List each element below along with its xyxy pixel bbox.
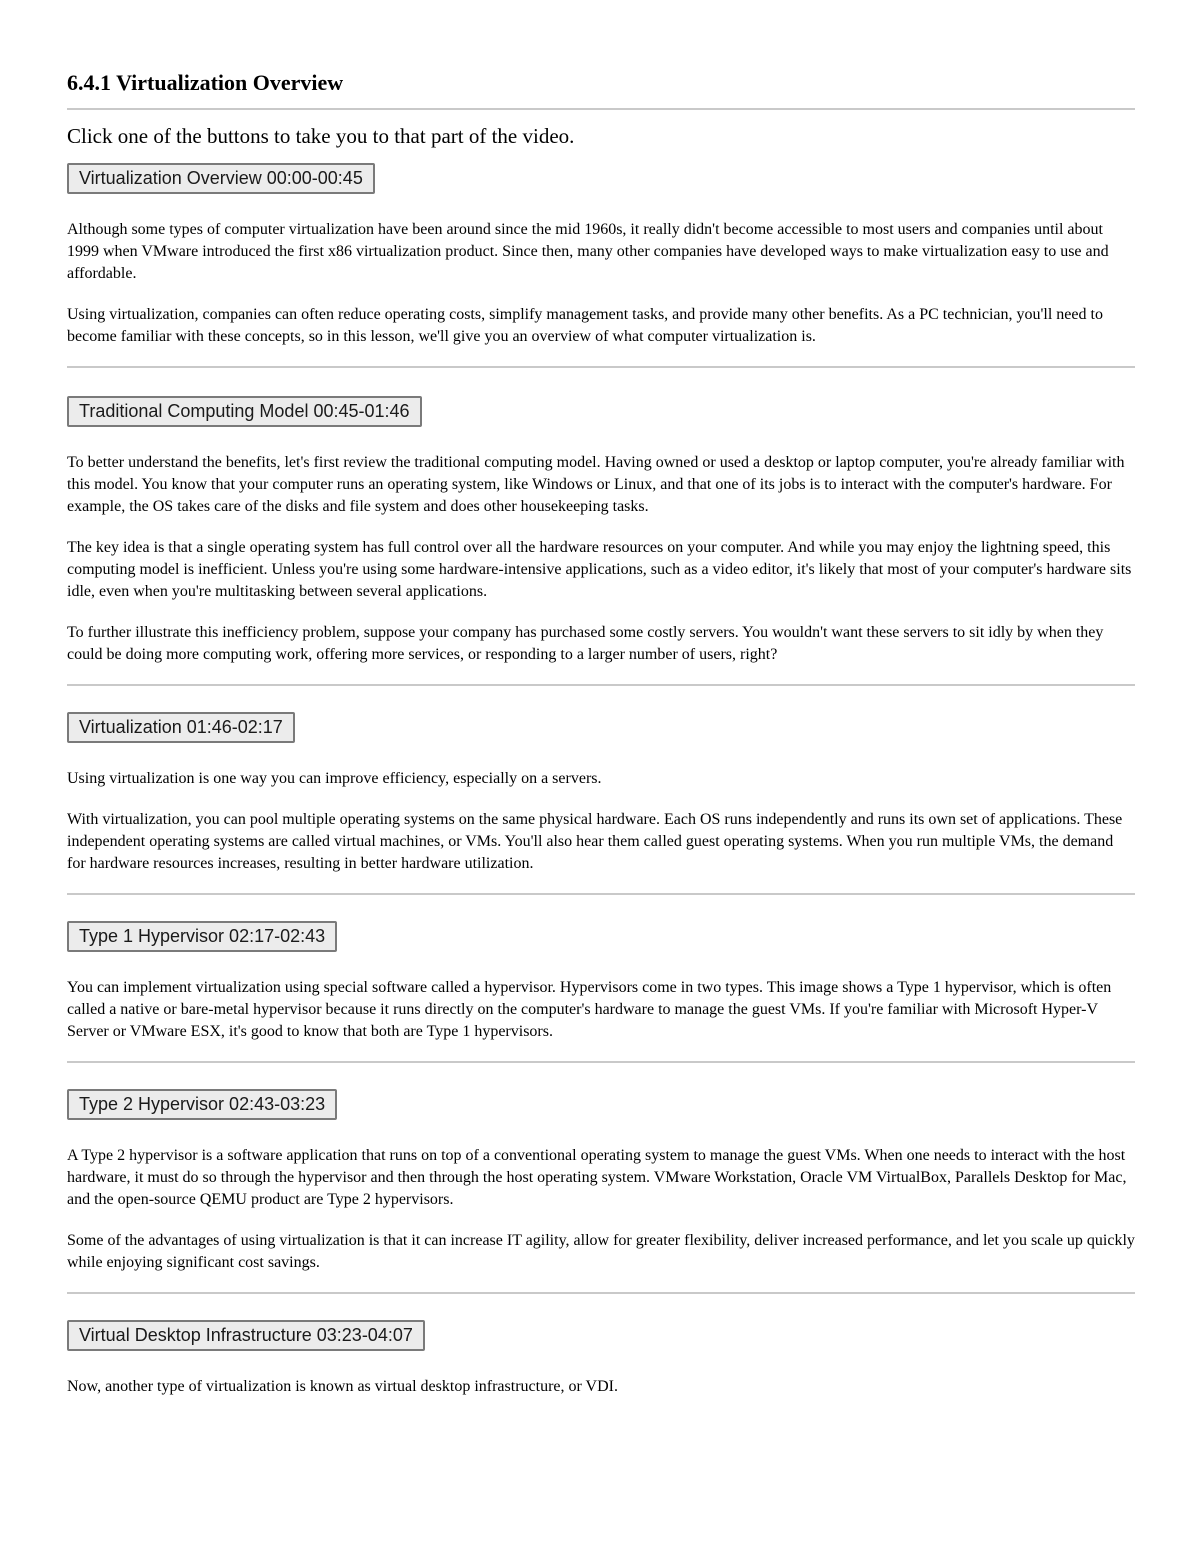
section-divider <box>67 366 1135 368</box>
section-paragraph: A Type 2 hypervisor is a software application that runs on top of a conventional operating system to manage the guest VMs. When one needs to interact with the host hardware, it must do so through the hypervisor and then through the host operating system. VMware Workstation, Oracle VM VirtualBox, Parallels Desktop for Mac, and the open-source QEMU product are Type 2 hypervisors. <box>67 1147 1127 1208</box>
section-divider <box>67 684 1135 686</box>
section-paragraph: To better understand the benefits, let's first review the traditional computing model. Having owned or used a desktop or laptop computer, you're already familiar with this model. You know that your computer runs an operating system, like Windows or Linux, and that one of its jobs is to interact with the computer's hardware. For example, the OS takes care of the disks and file system and does other housekeeping tasks. <box>67 454 1125 515</box>
section-paragraph: The key idea is that a single operating system has full control over all the hardware resources on your computer. And while you may enjoy the lightning speed, this computing model is inefficient. Unless you're using some hardware-intensive applications, such as a video editor, it's likely that most of your computer's hardware sits idle, even when you're multitasking between several applications. <box>67 539 1132 600</box>
section-traditional-computing-model <box>67 396 1135 686</box>
seek-button-virtualization[interactable]: Virtualization 01:46-02:17 <box>67 712 295 743</box>
section-divider <box>67 893 1135 895</box>
seek-button-traditional-computing-model[interactable]: Traditional Computing Model 00:45-01:46 <box>67 396 422 427</box>
section-paragraph: To further illustrate this inefficiency problem, suppose your company has purchased some costly servers. You wouldn't want these servers to sit idly by when they could be doing more computing work, offering more services, or responding to a larger number of users, right? <box>67 624 1104 663</box>
section-divider <box>67 1292 1135 1294</box>
section-paragraph: Using virtualization is one way you can improve efficiency, especially on a servers. <box>67 770 602 787</box>
section-type-1-hypervisor <box>67 921 1135 1063</box>
section-type-2-hypervisor <box>67 1089 1135 1294</box>
section-paragraph: Some of the advantages of using virtualization is that it can increase IT agility, allow for greater flexibility, deliver increased performance, and let you scale up quickly while enjoying significant cost savings. <box>67 1232 1135 1271</box>
section-paragraph: You can implement virtualization using special software called a hypervisor. Hypervisors come in two types. This image shows a Type 1 hypervisor, which is often called a native or bare-metal hypervisor because it runs directly on the computer's hardware to manage the guest VMs. If you're familiar with Microsoft Hyper-V Server or VMware ESX, it's good to know that both are Type 1 hypervisors. <box>67 979 1112 1040</box>
instructions-text: Click one of the buttons to take you to that part of the video. <box>67 124 575 148</box>
section-paragraph: With virtualization, you can pool multiple operating systems on the same physical hardware. Each OS runs independently and runs its own set of applications. These independent operating systems are called virtual machines, or VMs. You'll also hear them called guest operating systems. When you run multiple VMs, the demand for hardware resources increases, resulting in better hardware utilization. <box>67 811 1123 872</box>
lesson-page <box>67 68 1135 1398</box>
section-virtualization-overview <box>67 163 1135 368</box>
page-title: 6.4.1 Virtualization Overview <box>67 70 344 95</box>
seek-button-type-2-hypervisor[interactable]: Type 2 Hypervisor 02:43-03:23 <box>67 1089 337 1120</box>
title-divider <box>67 108 1135 110</box>
section-paragraph: Using virtualization, companies can often reduce operating costs, simplify management tasks, and provide many other benefits. As a PC technician, you'll need to become familiar with these concepts, so in this lesson, we'll give you an overview of what computer virtualization is. <box>67 306 1103 345</box>
section-virtual-desktop-infrastructure <box>67 1320 1135 1398</box>
seek-button-virtualization-overview[interactable]: Virtualization Overview 00:00-00:45 <box>67 163 375 194</box>
seek-button-type-1-hypervisor[interactable]: Type 1 Hypervisor 02:17-02:43 <box>67 921 337 952</box>
section-paragraph: Now, another type of virtualization is known as virtual desktop infrastructure, or VDI. <box>67 1378 618 1395</box>
section-virtualization <box>67 712 1135 895</box>
section-divider <box>67 1061 1135 1063</box>
section-paragraph: Although some types of computer virtualization have been around since the mid 1960s, it really didn't become accessible to most users and companies until about 1999 when VMware introduced the first x86 virtualization product. Since then, many other companies have developed ways to make virtualization easy to use and affordable. <box>67 221 1109 282</box>
seek-button-virtual-desktop-infrastructure[interactable]: Virtual Desktop Infrastructure 03:23-04:07 <box>67 1320 425 1351</box>
